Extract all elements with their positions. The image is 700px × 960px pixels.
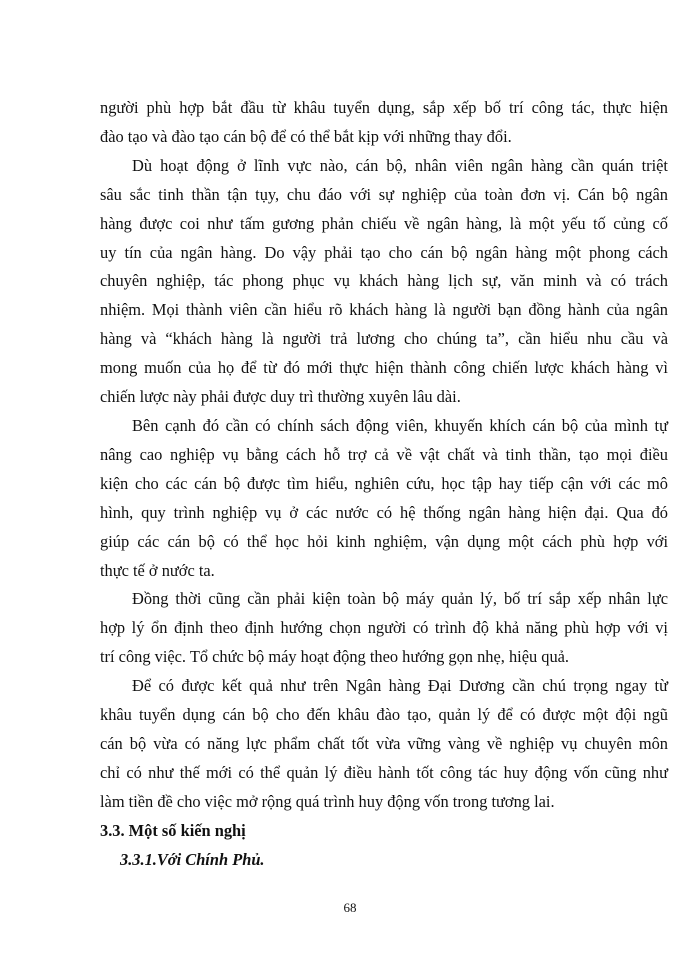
paragraph-management-structure xyxy=(100,585,668,672)
text-line: uy tín của ngân hàng. Do vậy phải tạo cho cán bộ ngân hàng một phong cách xyxy=(100,242,668,262)
paragraph-staff-attitude xyxy=(100,152,668,412)
text-line: trí công việc. Tổ chức bộ máy hoạt động theo hướng gọn nhẹ, hiệu quả. xyxy=(100,647,570,667)
text-line: giúp các cán bộ có thể học hỏi kinh nghiệm, vận dụng một cách phù hợp với xyxy=(100,531,668,551)
text-line: cán bộ vừa có năng lực phẩm chất tốt vừa vững vàng về nghiệp vụ chuyên môn xyxy=(100,733,668,753)
subsection-heading: 3.3.1.Với Chính Phủ. xyxy=(120,849,265,869)
text-line: nhiệm. Mọi thành viên cần hiểu rõ khách hàng là người bạn đồng hành của ngân xyxy=(100,300,668,320)
text-line: hợp lý ổn định theo định hướng chọn người có trình độ khả năng phù hợp với vị xyxy=(100,618,668,638)
text-line: chỉ có như thế mới có thể quản lý điều hành tốt công tác huy động vốn cũng như xyxy=(100,762,668,782)
section-heading: 3.3. Một số kiến nghị xyxy=(100,820,246,840)
text-line: Bên cạnh đó cần có chính sách động viên, khuyến khích cán bộ của mình tự xyxy=(132,415,668,435)
text-line: Dù hoạt động ở lĩnh vực nào, cán bộ, nhân viên ngân hàng cần quán triệt xyxy=(132,155,668,175)
text-line: hình, quy trình nghiệp vụ ở các nước có hệ thống ngân hàng hiện đại. Qua đó xyxy=(100,502,668,522)
page-body xyxy=(100,94,668,874)
text-line: kiện cho các cán bộ được tìm hiểu, nghiên cứu, học tập hay tiếp cận với các mô xyxy=(100,473,668,493)
text-line: đào tạo và đào tạo cán bộ để có thể bắt kịp với những thay đổi. xyxy=(100,126,512,146)
text-line: thực tế ở nước ta. xyxy=(100,560,215,580)
page-number: 68 xyxy=(343,900,357,915)
text-line: Đồng thời cũng cần phải kiện toàn bộ máy quản lý, bố trí sắp xếp nhân lực xyxy=(132,589,668,609)
text-line: người phù hợp bắt đầu từ khâu tuyển dụng, sắp xếp bố trí công tác, thực hiện xyxy=(100,98,668,117)
text-line: mong muốn của họ để từ đó mới thực hiện thành công chiến lược khách hàng vì xyxy=(100,358,668,378)
text-line: hàng được coi như tấm gương phản chiếu về ngân hàng, là một yếu tố củng cố xyxy=(100,213,668,233)
paragraph-motivation-policy xyxy=(100,412,668,585)
text-line: chiến lược này phải được duy trì thường xuyên lâu dài. xyxy=(100,387,461,407)
text-line: nâng cao nghiệp vụ bằng cách hỗ trợ cả về vật chất và tinh thần, tạo mọi điều xyxy=(100,444,668,464)
paragraph-continuation xyxy=(100,94,668,152)
text-line: chuyên nghiệp, tác phong phục vụ khách hàng lịch sự, văn minh và có trách xyxy=(100,271,668,291)
text-line: khâu tuyển dụng cán bộ cho đến khâu đào tạo, quản lý để có được một đội ngũ xyxy=(100,705,668,725)
paragraph-recruitment-training xyxy=(100,672,668,817)
text-line: làm tiền đề cho việc mở rộng quá trình huy động vốn trong tương lai. xyxy=(100,791,555,811)
text-line: hàng và “khách hàng là người trả lương cho chúng ta”, cần hiểu nhu cầu và xyxy=(100,329,668,349)
text-line: Để có được kết quả như trên Ngân hàng Đại Dương cần chú trọng ngay từ xyxy=(132,676,668,696)
text-line: sâu sắc tinh thần tận tụy, chu đáo với sự nghiệp của toàn đơn vị. Cán bộ ngân xyxy=(100,184,668,204)
